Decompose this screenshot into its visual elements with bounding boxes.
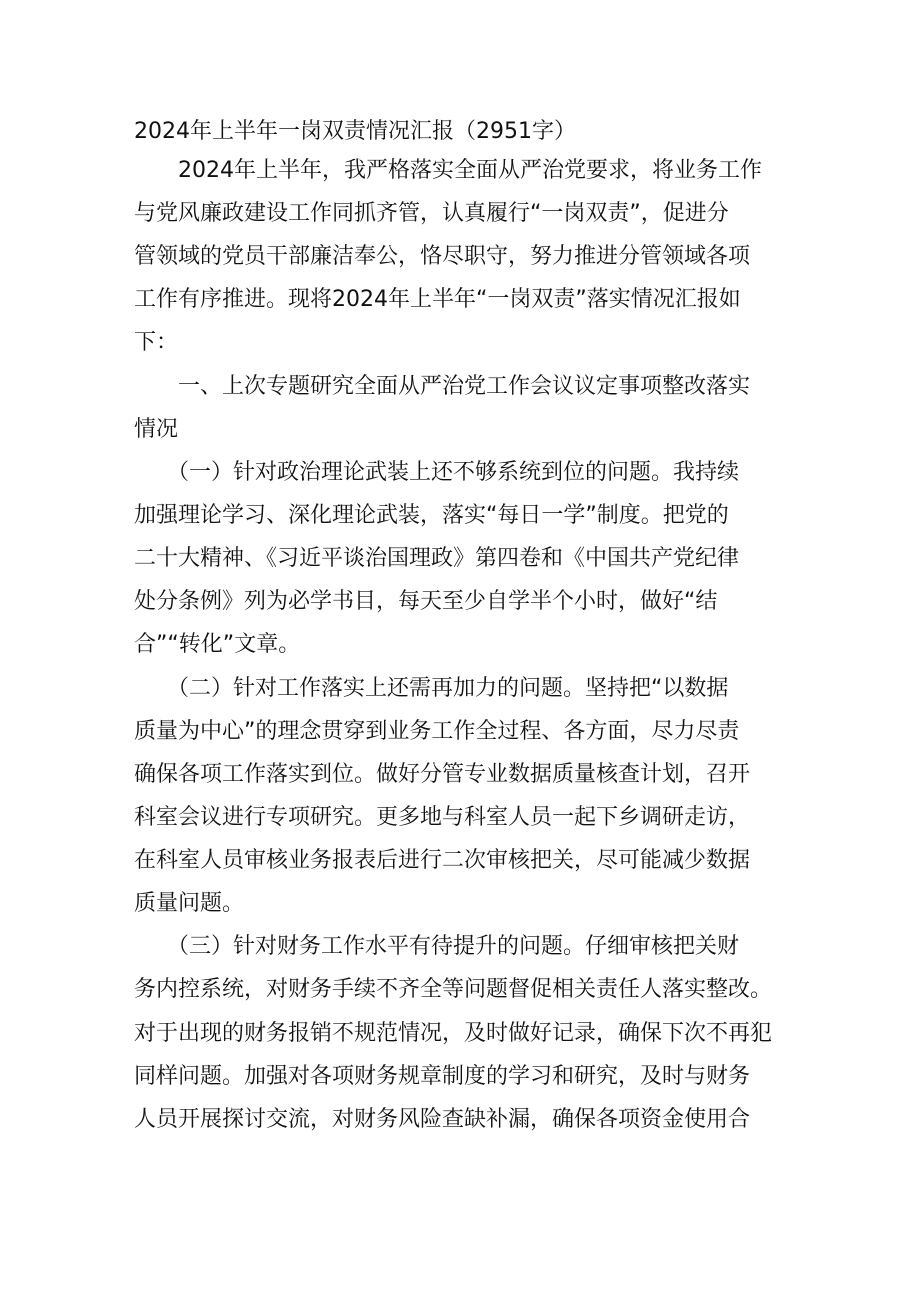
body-line: （二）针对工作落实上还需再加力的问题。坚持把“以数据 — [134, 676, 729, 701]
body-line: 处分条例》列为必学书目，每天至少自学半个小时，做好“结 — [134, 589, 718, 614]
body-line: 质量为中心”的理念贯穿到业务工作全过程、各方面，尽力尽责 — [134, 719, 740, 744]
body-line: 下： — [134, 330, 179, 355]
body-line: 确保各项工作落实到位。做好分管专业数据质量核查计划，召开 — [134, 762, 751, 787]
body-line: 科室会议进行专项研究。更多地与科室人员一起下乡调研走访， — [134, 805, 751, 830]
body-line: 质量问题。 — [134, 891, 245, 916]
body-line: 同样问题。加强对各项财务规章制度的学习和研究，及时与财务 — [134, 1064, 751, 1089]
body-line: 合”“转化”文章。 — [134, 632, 301, 657]
body-line: 加强理论学习、深化理论武装，落实“每日一学”制度。把党的 — [134, 503, 729, 528]
body-line: 二十大精神、《习近平谈治国理政》第四卷和《中国共产党纪律 — [134, 546, 740, 571]
body-line: （一）针对政治理论武装上还不够系统到位的问题。我持续 — [134, 460, 740, 485]
body-line: 务内控系统，对财务手续不齐全等问题督促相关责任人落实整改。 — [134, 977, 773, 1002]
section-heading-line: 情况 — [134, 417, 179, 442]
body-line: 管领域的党员干部廉洁奉公，恪尽职守，努力推进分管领域各项 — [134, 244, 751, 269]
body-line: 在科室人员审核业务报表后进行二次审核把关，尽可能减少数据 — [134, 848, 751, 873]
body-line: 2024年上半年，我严格落实全面从严治党要求，将业务工作 — [134, 158, 762, 183]
body-line: （三）针对财务工作水平有待提升的问题。仔细审核把关财 — [134, 934, 740, 959]
section-heading-line: 一、上次专题研究全面从严治党工作会议议定事项整改落实 — [134, 374, 751, 399]
body-line: 与党风廉政建设工作同抓齐管，认真履行“一岗双责”，促进分 — [134, 201, 729, 226]
body-line: 对于出现的财务报销不规范情况，及时做好记录，确保下次不再犯 — [134, 1021, 773, 1046]
body-line: 人员开展探讨交流，对财务风险查缺补漏，确保各项资金使用合 — [134, 1107, 751, 1132]
body-line: 工作有序推进。现将2024年上半年“一岗双责”落实情况汇报如 — [134, 287, 741, 312]
document-title: 2024年上半年一岗双责情况汇报（2951字） — [134, 119, 576, 144]
